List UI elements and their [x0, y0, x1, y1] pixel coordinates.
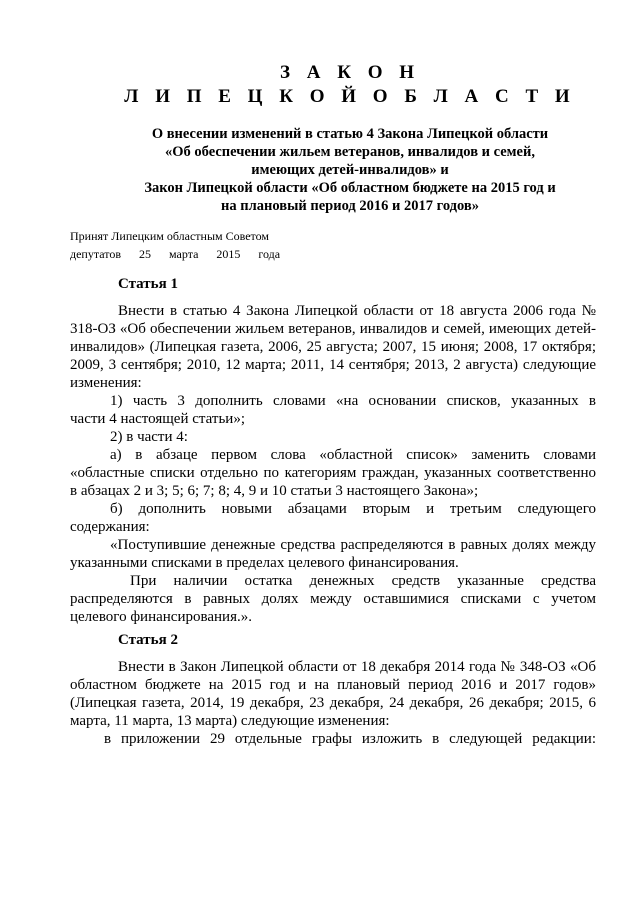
subtitle-line: «Об обеспечении жильем ветеранов, инвалидов и семей,	[165, 144, 535, 160]
article-1-line: указанными списками в пределах целевого финансирования.	[70, 555, 459, 571]
article-1-line: 1) часть 3 дополнить словами «на основании списков, указанных в	[110, 393, 596, 409]
law-title: З А К О Н	[279, 62, 421, 83]
article-1-line: инвалидов» (Липецкая газета, 2006, 25 августа; 2007, 15 июня; 2008, 17 октября;	[70, 339, 596, 355]
subtitle-line: имеющих детей-инвалидов» и	[251, 162, 449, 178]
article-2-line: (Липецкая газета, 2014, 19 декабря, 23 декабря, 24 декабря, 26 декабря; 2015, 6	[70, 695, 596, 711]
article-1-line: распределяются в равных долях между оставшимися списками с учетом	[70, 591, 596, 607]
article-1-line: б) дополнить новыми абзацами вторым и третьим следующего	[110, 501, 596, 517]
article-1-line: 2009, 3 сентября; 2010, 12 марта; 2011, 14 сентября; 2013, 2 августа) следующие	[70, 357, 596, 373]
article-1-line: изменения:	[70, 375, 142, 391]
article-1-line: а) в абзаце первом слова «областной список» заменить словами	[110, 447, 596, 463]
adopted-line: Принят Липецким областным Советом	[70, 229, 269, 243]
article-1-line: При наличии остатка денежных средств указанные средства	[130, 573, 596, 589]
adopted-date-line: депутатов 25 марта 2015 года	[70, 247, 281, 261]
article-2-line: Внести в Закон Липецкой области от 18 декабря 2014 года № 348-ОЗ «Об	[118, 659, 596, 675]
subtitle-line: Закон Липецкой области «Об областном бюджете на 2015 год и	[144, 180, 556, 196]
article-1-line: в абзацах 2 и 3; 5; 6; 7; 8; 4, 9 и 10 статьи 3 настоящего Закона»;	[70, 483, 479, 499]
subtitle-line: на плановый период 2016 и 2017 годов»	[221, 198, 479, 214]
subtitle-line: О внесении изменений в статью 4 Закона Липецкой области	[151, 126, 549, 142]
article-2-line: в приложении 29 отдельные графы изложить в следующей редакции:	[104, 731, 596, 747]
article-1-line: «Поступившие денежные средства распределяются в равных долях между	[110, 537, 596, 553]
article-1-line: «областные списки отдельно по категориям граждан, указанных соответственно	[70, 465, 596, 481]
article-2-line: областном бюджете на 2015 год и на плановый период 2016 и 2017 годов»	[70, 677, 596, 693]
article-1-line: целевого финансирования.».	[70, 609, 252, 625]
article-2-heading: Статья 2	[118, 632, 178, 648]
article-1-line: содержания:	[70, 519, 150, 535]
law-region: Л И П Е Ц К О Й О Б Л А С Т И	[124, 86, 576, 107]
article-1-line: Внести в статью 4 Закона Липецкой области от 18 августа 2006 года №	[118, 303, 596, 319]
article-1-line: части 4 настоящей статьи»;	[70, 411, 245, 427]
article-2-line: марта, 11 марта, 13 марта) следующие изменения:	[70, 713, 390, 729]
article-1-line: 318-ОЗ «Об обеспечении жильем ветеранов, инвалидов и семей, имеющих детей-	[70, 321, 596, 337]
article-1-line: 2) в части 4:	[110, 429, 188, 445]
article-1-heading: Статья 1	[118, 276, 178, 292]
